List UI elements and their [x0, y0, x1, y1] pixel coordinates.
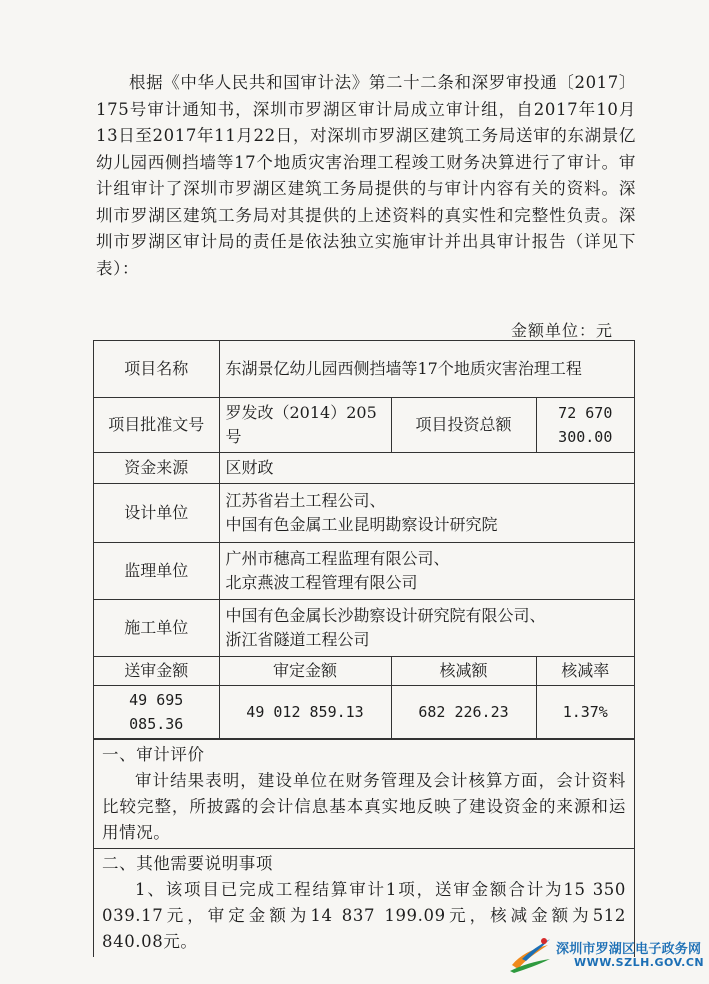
construction-value	[219, 600, 634, 657]
approval-label: 项目批准文号	[94, 398, 219, 453]
amount-unit-label: 金额单位：元	[510, 321, 613, 340]
audit-evaluation-section	[94, 739, 634, 848]
approval-value: 罗发改（2014）205号	[219, 398, 391, 453]
audit-table-box	[93, 340, 635, 957]
table-row	[94, 686, 634, 739]
design-value	[219, 484, 634, 543]
table-row	[94, 484, 634, 543]
investment-value: 72 670 300.00	[536, 398, 634, 453]
site-name: 深圳市罗湖区电子政务网	[556, 942, 702, 957]
value-submitted: 49 695 085.36	[94, 686, 219, 739]
table-row	[94, 543, 634, 600]
design-unit-2: 中国有色金属工业昆明勘察设计研究院	[225, 515, 498, 534]
investment-label: 项目投资总额	[391, 398, 536, 453]
table-row	[94, 453, 634, 484]
construction-unit-2: 浙江省隧道工程公司	[225, 630, 370, 649]
supervision-label: 监理单位	[94, 543, 219, 600]
design-label: 设计单位	[94, 484, 219, 543]
funding-label: 资金来源	[94, 453, 219, 484]
section-title: 一、审计评价	[102, 745, 205, 764]
header-approved: 审定金额	[219, 657, 391, 686]
value-reduction: 682 226.23	[391, 686, 536, 739]
funding-value: 区财政	[219, 453, 634, 484]
supervision-value	[219, 543, 634, 600]
section-body: 1、该项目已完成工程结算审计1项，送审金额合计为15 350 039.17元，审定金额为14 837 199.09元，核减金额为512 840.08元。	[102, 880, 626, 951]
construction-label: 施工单位	[94, 600, 219, 657]
value-reduction-rate: 1.37%	[536, 686, 634, 739]
intro-paragraph: 根据《中华人民共和国审计法》第二十二条和深罗审投通〔2017〕175号审计通知书，深圳市罗湖区审计局成立审计组，自2017年10月13日至2017年11月22日，对深圳市罗湖区建筑工务局送审的东湖景亿幼儿园西侧挡墙等17个地质灾害治理工程竣工财务决算进行了审计。审计组审计了深圳市罗湖区建筑工务局提供的与审计内容有关的资料。深圳市罗湖区建筑工务局对其提供的上述资料的真实性和完整性负责。深圳市罗湖区审计局的责任是依法独立实施审计并出具审计报告（详见下表）：	[96, 73, 636, 278]
table-row	[94, 657, 634, 686]
site-url: WWW.SZLH.GOV.CN	[574, 956, 705, 969]
section-title: 二、其他需要说明事项	[102, 854, 273, 873]
value-approved: 49 012 859.13	[219, 686, 391, 739]
supervision-unit-2: 北京燕波工程管理有限公司	[225, 573, 418, 592]
audit-info-table	[94, 341, 634, 739]
project-name-value: 东湖景亿幼儿园西侧挡墙等17个地质灾害治理工程	[219, 341, 634, 398]
header-submitted: 送审金额	[94, 657, 219, 686]
table-row	[94, 341, 634, 398]
construction-unit-1: 中国有色金属长沙勘察设计研究院有限公司、	[225, 606, 546, 625]
supervision-unit-1: 广州市穗高工程监理有限公司、	[225, 549, 450, 568]
project-name-label: 项目名称	[94, 341, 219, 398]
table-row	[94, 600, 634, 657]
section-body: 审计结果表明，建设单位在财务管理及会计核算方面，会计资料比较完整，所披露的会计信息基本真实地反映了建设资金的来源和运用情况。	[102, 771, 626, 842]
header-reduction-rate: 核减率	[536, 657, 634, 686]
header-reduction: 核减额	[391, 657, 536, 686]
site-watermark	[508, 935, 708, 975]
design-unit-1: 江苏省岩土工程公司、	[225, 491, 386, 510]
swoosh-logo-icon	[508, 935, 552, 975]
table-row	[94, 398, 634, 453]
